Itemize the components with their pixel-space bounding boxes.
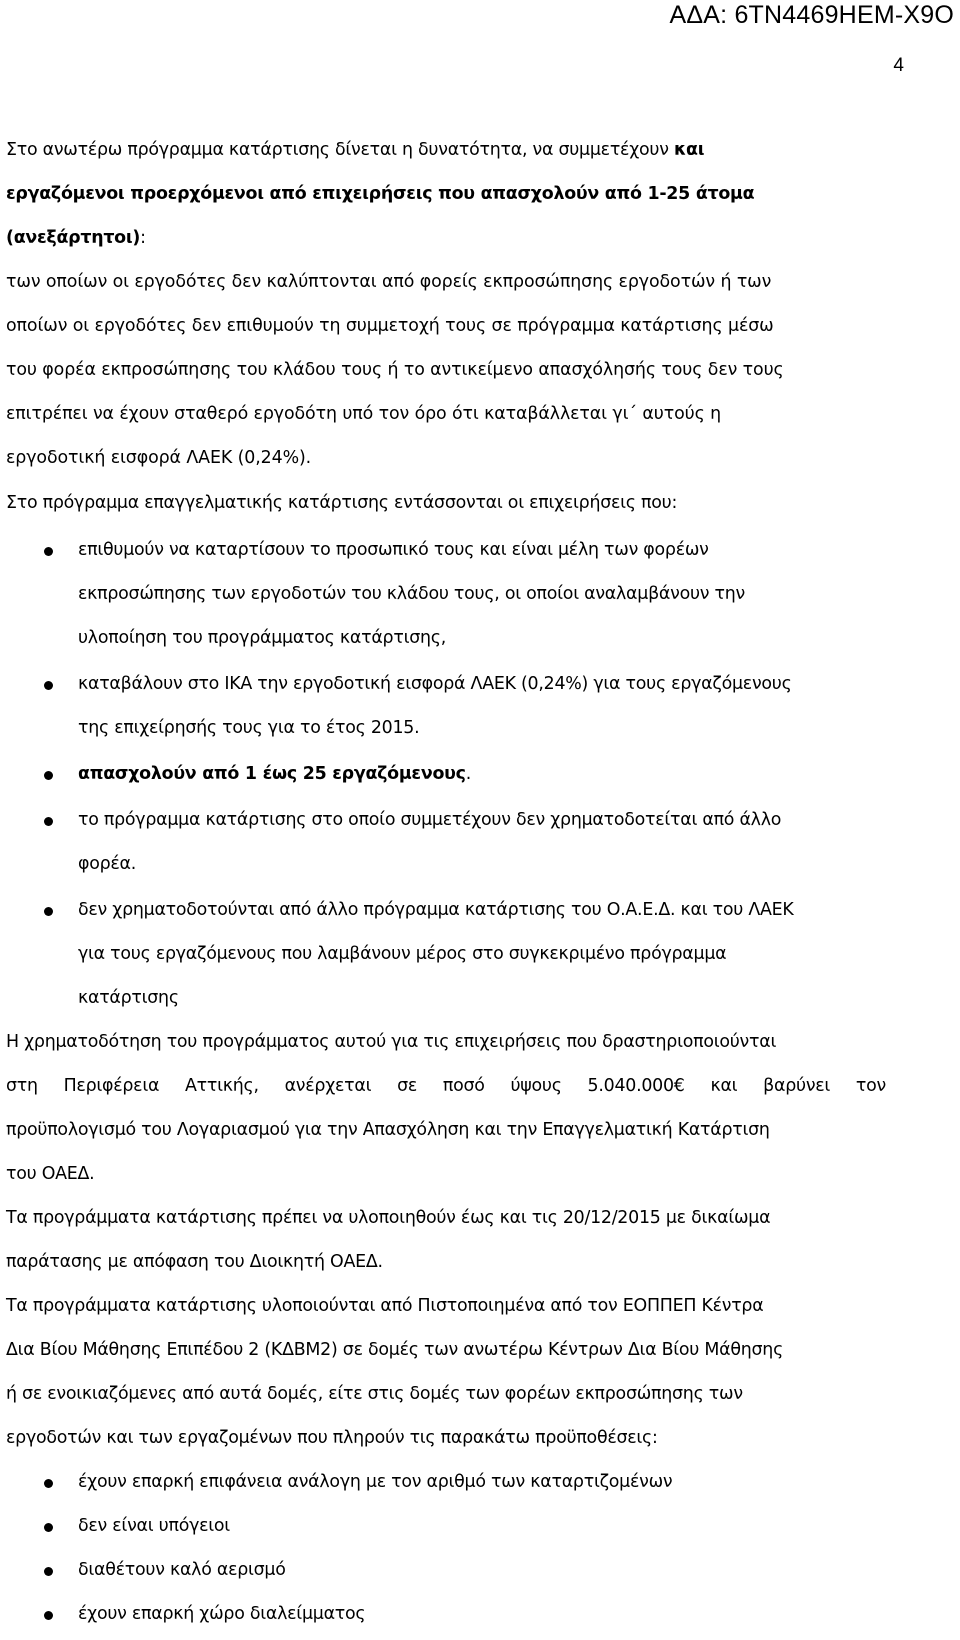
- ada-code: ΑΔΑ: 6ΤΝ4469ΗΕΜ-Χ9Ο: [669, 1, 954, 29]
- funding-paragraph: Η χρηματοδότηση του προγράμματος αυτού για τις επιχειρήσεις που δραστηριοποιούνται στη Περιφέρεια Αττικής, ανέρχεται σε ποσό ύψους 5.040.000€ και βαρύνει τον προϋπολογισμό του Λογαριασμού για την Απασχόληση και την Επαγγελματική Κατάρτιση του ΟΑΕΔ.: [6, 1032, 886, 1184]
- eligibility-lead: Στο πρόγραμμα επαγγελματικής κατάρτισης εντάσσονται οι επιχειρήσεις που:: [6, 493, 678, 513]
- funding-word: ποσό: [442, 1076, 485, 1096]
- intro-line-5: οποίων οι εργοδότες δεν επιθυμούν τη συμμετοχή τους σε πρόγραμμα κατάρτισης μέσω: [6, 316, 774, 336]
- funding-word: ύψους: [510, 1076, 562, 1096]
- eligibility-bullet-1: επιθυμούν να καταρτίσουν το προσωπικό τους και είναι μέλη των φορέων εκπροσώπησης των εργοδοτών του κλάδου τους, οι οποίοι αναλαμβάνουν την υλοποίηση του προγράμματος κατάρτισης,: [6, 528, 886, 660]
- page-number: 4: [893, 55, 904, 76]
- bullet-dot: [44, 1611, 53, 1620]
- bullet-dot: [44, 1523, 53, 1532]
- bullet-dot: [44, 1567, 53, 1576]
- intro-line-4: των οποίων οι εργοδότες δεν καλύπτονται από φορείς εκπροσώπησης εργοδοτών ή των: [6, 272, 772, 292]
- requirements-list: [6, 1460, 886, 1636]
- eligibility-bullet-4: το πρόγραμμα κατάρτισης στο οποίο συμμετέχουν δεν χρηματοδοτείται από άλλο φορέα.: [6, 798, 886, 886]
- eligibility-bullet-3: απασχολούν από 1 έως 25 εργαζόμενους.: [6, 752, 886, 796]
- intro-line-3: (ανεξάρτητοι):: [6, 228, 146, 248]
- requirement-item-4: έχουν επαρκή χώρο διαλείμματος: [6, 1592, 886, 1636]
- deadline-paragraph: Τα προγράμματα κατάρτισης πρέπει να υλοποιηθούν έως και τις 20/12/2015 με δικαίωμα παράτασης με απόφαση του Διοικητή ΟΑΕΔ.: [6, 1208, 771, 1272]
- bullet-dot: [44, 771, 53, 780]
- requirement-item-1: έχουν επαρκή επιφάνεια ανάλογη με τον αριθμό των καταρτιζομένων: [6, 1460, 886, 1504]
- funding-word: 5.040.000€: [587, 1076, 685, 1096]
- bullet-dot: [44, 817, 53, 826]
- requirement-item-3: διαθέτουν καλό αερισμό: [6, 1548, 886, 1592]
- intro-paragraph: [6, 128, 886, 480]
- funding-word: ανέρχεται: [284, 1076, 372, 1096]
- eligibility-bullet-5: δεν χρηματοδοτούνται από άλλο πρόγραμμα κατάρτισης του Ο.Α.Ε.Δ. και του ΛΑΕΚ για τους εργαζόμενους που λαμβάνουν μέρος στο συγκεκριμένο πρόγραμμα κατάρτισης: [6, 888, 886, 1020]
- funding-word: και: [710, 1076, 738, 1096]
- funding-word: Περιφέρεια: [63, 1076, 160, 1096]
- funding-word: Αττικής,: [185, 1076, 259, 1096]
- funding-line-2: [6, 1064, 886, 1108]
- intro-line-6: του φορέα εκπροσώπησης του κλάδου τους ή το αντικείμενο απασχόλησής τους δεν τους: [6, 360, 784, 380]
- funding-word: βαρύνει: [763, 1076, 831, 1096]
- intro-line-7: επιτρέπει να έχουν σταθερό εργοδότη υπό τον όρο ότι καταβάλλεται γι΄ αυτούς η: [6, 404, 722, 424]
- funding-word: τον: [855, 1076, 886, 1096]
- funding-word: σε: [397, 1076, 418, 1096]
- intro-line-1: Στο ανωτέρω πρόγραμμα κατάρτισης δίνεται η δυνατότητα, να συμμετέχουν και: [6, 140, 705, 160]
- bullet-dot: [44, 907, 53, 916]
- funding-word: στη: [6, 1076, 38, 1096]
- bullet-dot: [44, 1479, 53, 1488]
- intro-line-8: εργοδοτική εισφορά ΛΑΕΚ (0,24%).: [6, 448, 312, 468]
- emphasis-employees: απασχολούν από 1 έως 25 εργαζόμενους: [78, 764, 466, 784]
- emphasis-and: και: [673, 140, 705, 160]
- intro-line-2: εργαζόμενοι προερχόμενοι από επιχειρήσεις που απασχολούν από 1-25 άτομα: [6, 184, 755, 204]
- requirement-item-2: δεν είναι υπόγειοι: [6, 1504, 886, 1548]
- eligibility-bullet-2: καταβάλουν στο ΙΚΑ την εργοδοτική εισφορά ΛΑΕΚ (0,24%) για τους εργαζόμενους της επιχείρησής τους για το έτος 2015.: [6, 662, 886, 750]
- implementation-paragraph: Τα προγράμματα κατάρτισης υλοποιούνται από Πιστοποιημένα από τον ΕΟΠΠΕΠ Κέντρα Δια Βίου Μάθησης Επιπέδου 2 (ΚΔΒΜ2) σε δομές των ανωτέρω Κέντρων Δια Βίου Μάθησης ή σε ενοικιαζόμενες από αυτά δομές, είτε στις δομές των φορέων εκπροσώπησης των εργοδοτών και των εργαζομένων που πληρούν τις παρακάτω προϋποθέσεις:: [6, 1296, 784, 1448]
- document-body: [6, 128, 886, 1636]
- bullet-dot: [44, 547, 53, 556]
- bullet-dot: [44, 681, 53, 690]
